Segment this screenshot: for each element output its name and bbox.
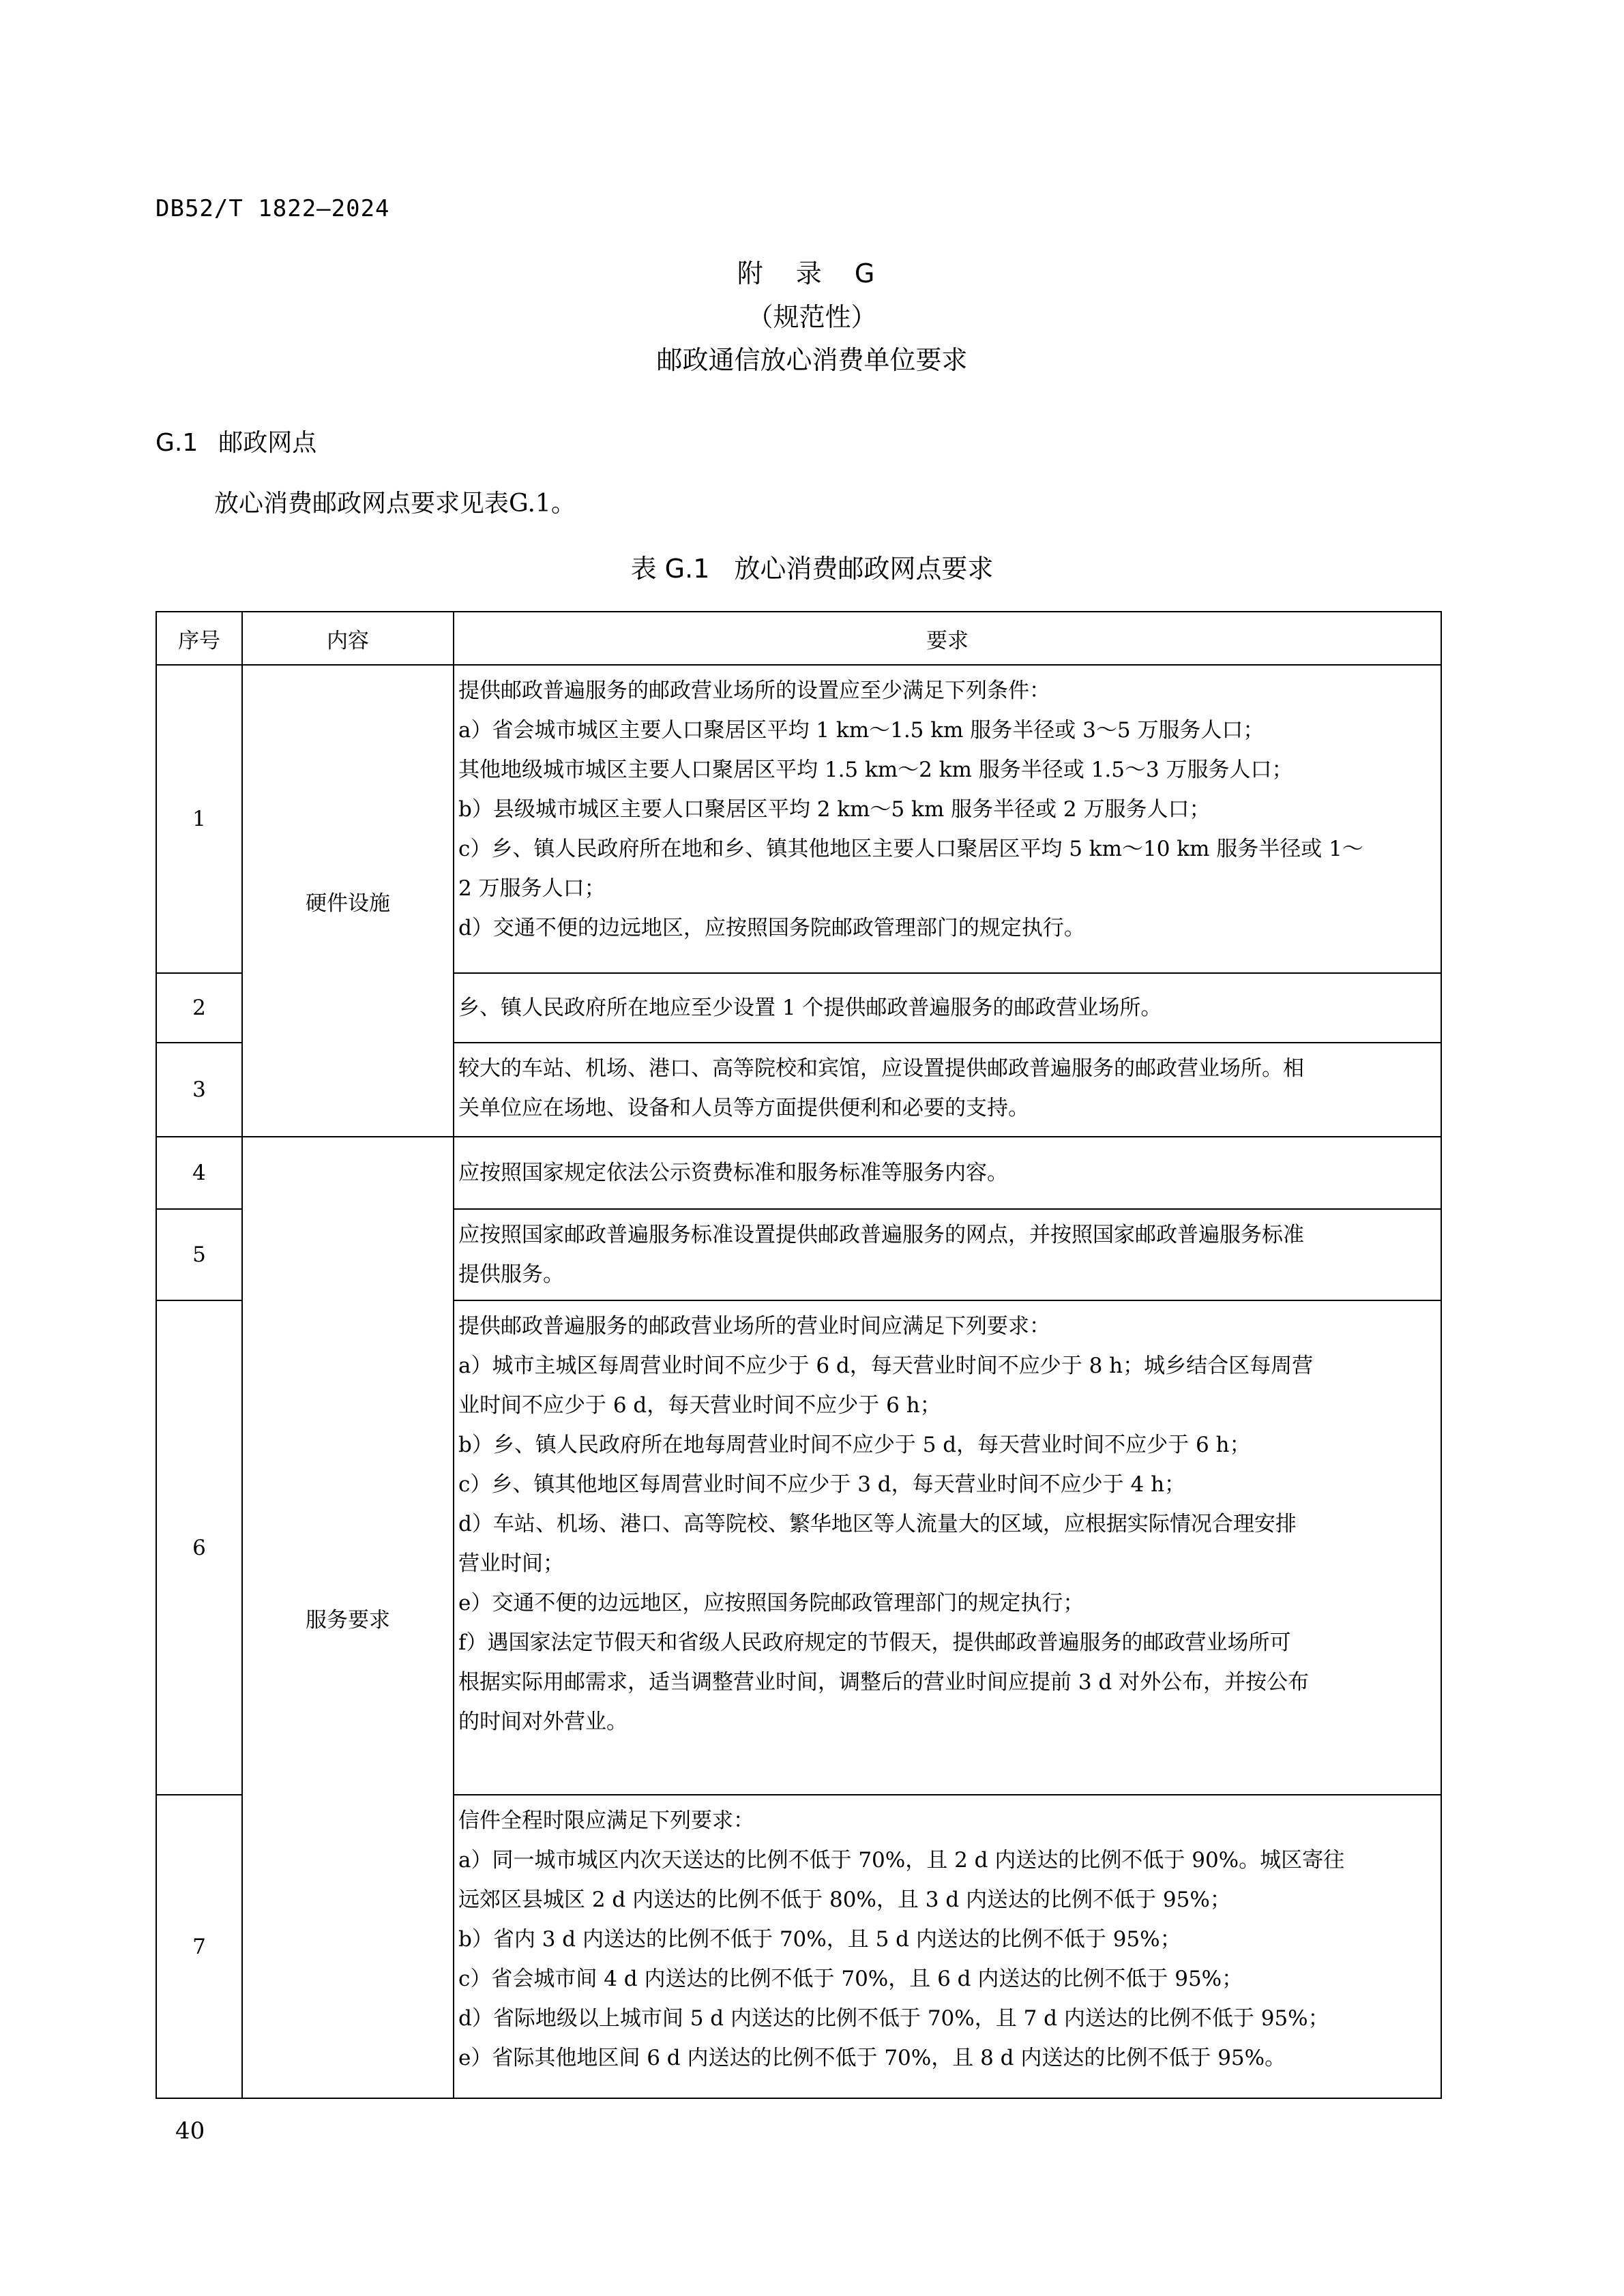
requirement-line: c）乡、镇人民政府所在地和乡、镇其他地区主要人口聚居区平均 5 km～10 km 服务半径或 1～	[458, 837, 1363, 861]
row-number: 1	[156, 665, 242, 973]
table-header-row	[156, 612, 1441, 665]
requirement-cell	[454, 1137, 1441, 1209]
requirement-line: c）乡、镇其他地区每周营业时间不应少于 3 d，每天营业时间不应少于 4 h；	[458, 1472, 1186, 1497]
requirement-line: d）车站、机场、港口、高等院校、繁华地区等人流量大的区域，应根据实际情况合理安排	[458, 1512, 1297, 1536]
category-hardware: 硬件设施	[242, 665, 454, 1137]
table-row	[156, 665, 1441, 973]
requirement-line: a）城市主城区每周营业时间不应少于 6 d，每天营业时间不应少于 8 h；城乡结合区每周营	[458, 1354, 1314, 1378]
row-number: 3	[156, 1043, 242, 1137]
requirement-line: b）县级城市城区主要人口聚居区平均 2 km～5 km 服务半径或 2 万服务人口；	[458, 797, 1211, 822]
document-code: DB52/T 1822—2024	[156, 195, 390, 222]
requirement-line: 2 万服务人口；	[458, 876, 606, 901]
row-number: 5	[156, 1209, 242, 1300]
requirement-line: b）省内 3 d 内送达的比例不低于 70%，且 5 d 内送达的比例不低于 95%；	[458, 1927, 1181, 1952]
requirement-line: 营业时间；	[458, 1551, 564, 1576]
requirement-line: 应按照国家规定依法公示资费标准和服务标准等服务内容。	[458, 1161, 1008, 1185]
requirement-line: 其他地级城市城区主要人口聚居区平均 1.5 km～2 km 服务半径或 1.5～3 万服务人口；	[458, 758, 1293, 782]
appendix-subject: 邮政通信放心消费单位要求	[656, 345, 968, 375]
requirements-table	[156, 611, 1442, 2099]
requirement-line: 乡、镇人民政府所在地应至少设置 1 个提供邮政普遍服务的邮政营业场所。	[458, 996, 1162, 1020]
requirement-line: f）遇国家法定节假天和省级人民政府规定的节假天，提供邮政普遍服务的邮政营业场所可	[458, 1630, 1291, 1655]
section-title: 邮政网点	[218, 429, 317, 457]
category-service: 服务要求	[242, 1137, 454, 2098]
requirement-line: 提供服务。	[458, 1262, 564, 1287]
row-number: 2	[156, 973, 242, 1043]
section-number: G.1	[156, 429, 198, 457]
requirement-cell	[454, 973, 1441, 1043]
table-caption	[0, 548, 1624, 585]
requirement-line: 远郊区县城区 2 d 内送达的比例不低于 80%，且 3 d 内送达的比例不低于 95%；	[458, 1888, 1231, 1912]
requirement-line: 提供邮政普遍服务的邮政营业场所的营业时间应满足下列要求：	[458, 1314, 1050, 1339]
requirement-cell	[454, 1795, 1441, 2098]
intro-paragraph: 放心消费邮政网点要求见表G.1。	[214, 490, 576, 518]
requirement-line: 关单位应在场地、设备和人员等方面提供便利和必要的支持。	[458, 1096, 1029, 1120]
row-number: 4	[156, 1137, 242, 1209]
requirement-line: d）交通不便的边远地区，应按照国务院邮政管理部门的规定执行。	[458, 916, 1085, 940]
requirement-line: 业时间不应少于 6 d，每天营业时间不应少于 6 h；	[458, 1393, 941, 1418]
table-row	[156, 1137, 1441, 1209]
requirement-cell	[454, 1209, 1441, 1300]
requirement-line: 信件全程时限应满足下列要求：	[458, 1808, 754, 1833]
requirement-line: 提供邮政普遍服务的邮政营业场所的设置应至少满足下列条件：	[458, 679, 1050, 703]
requirement-cell	[454, 1043, 1441, 1137]
requirement-line: a）省会城市城区主要人口聚居区平均 1 km～1.5 km 服务半径或 3～5 万服务人口；	[458, 718, 1265, 743]
requirement-line: 较大的车站、机场、港口、高等院校和宾馆，应设置提供邮政普遍服务的邮政营业场所。相	[458, 1056, 1304, 1081]
requirement-line: e）交通不便的边远地区，应按照国务院邮政管理部门的规定执行；	[458, 1591, 1084, 1615]
table-caption-number: 表 G.1	[630, 554, 710, 584]
requirement-line: 的时间对外营业。	[458, 1710, 628, 1734]
requirement-line: 根据实际用邮需求，适当调整营业时间，调整后的营业时间应提前 3 d 对外公布，并按公布	[458, 1670, 1310, 1695]
row-number: 6	[156, 1300, 242, 1795]
header-requirement: 要求	[454, 612, 1441, 665]
header-content: 内容	[242, 612, 454, 665]
section-heading	[156, 423, 316, 458]
page-number: 40	[175, 2117, 205, 2145]
requirement-line: b）乡、镇人民政府所在地每周营业时间不应少于 5 d，每天营业时间不应少于 6 h；	[458, 1433, 1251, 1457]
requirement-line: c）省会城市间 4 d 内送达的比例不低于 70%，且 6 d 内送达的比例不低于 95%；	[458, 1967, 1243, 1991]
requirement-line: e）省际其他地区间 6 d 内送达的比例不低于 70%，且 8 d 内送达的比例不低于 95%。	[458, 2046, 1286, 2070]
requirement-cell	[454, 1300, 1441, 1795]
requirement-cell	[454, 665, 1441, 973]
table-caption-title: 放心消费邮政网点要求	[734, 554, 994, 584]
appendix-title: 附 录 G	[737, 258, 887, 288]
header-number: 序号	[156, 612, 242, 665]
requirement-line: a）同一城市城区内次天送达的比例不低于 70%，且 2 d 内送达的比例不低于 90%。城区寄往	[458, 1848, 1345, 1873]
row-number: 7	[156, 1795, 242, 2098]
requirement-line: d）省际地级以上城市间 5 d 内送达的比例不低于 70%，且 7 d 内送达的比例不低于 95%；	[458, 2006, 1329, 2031]
requirement-line: 应按照国家邮政普遍服务标准设置提供邮政普遍服务的网点，并按照国家邮政普遍服务标准	[458, 1223, 1304, 1247]
appendix-nature: （规范性）	[747, 302, 877, 332]
